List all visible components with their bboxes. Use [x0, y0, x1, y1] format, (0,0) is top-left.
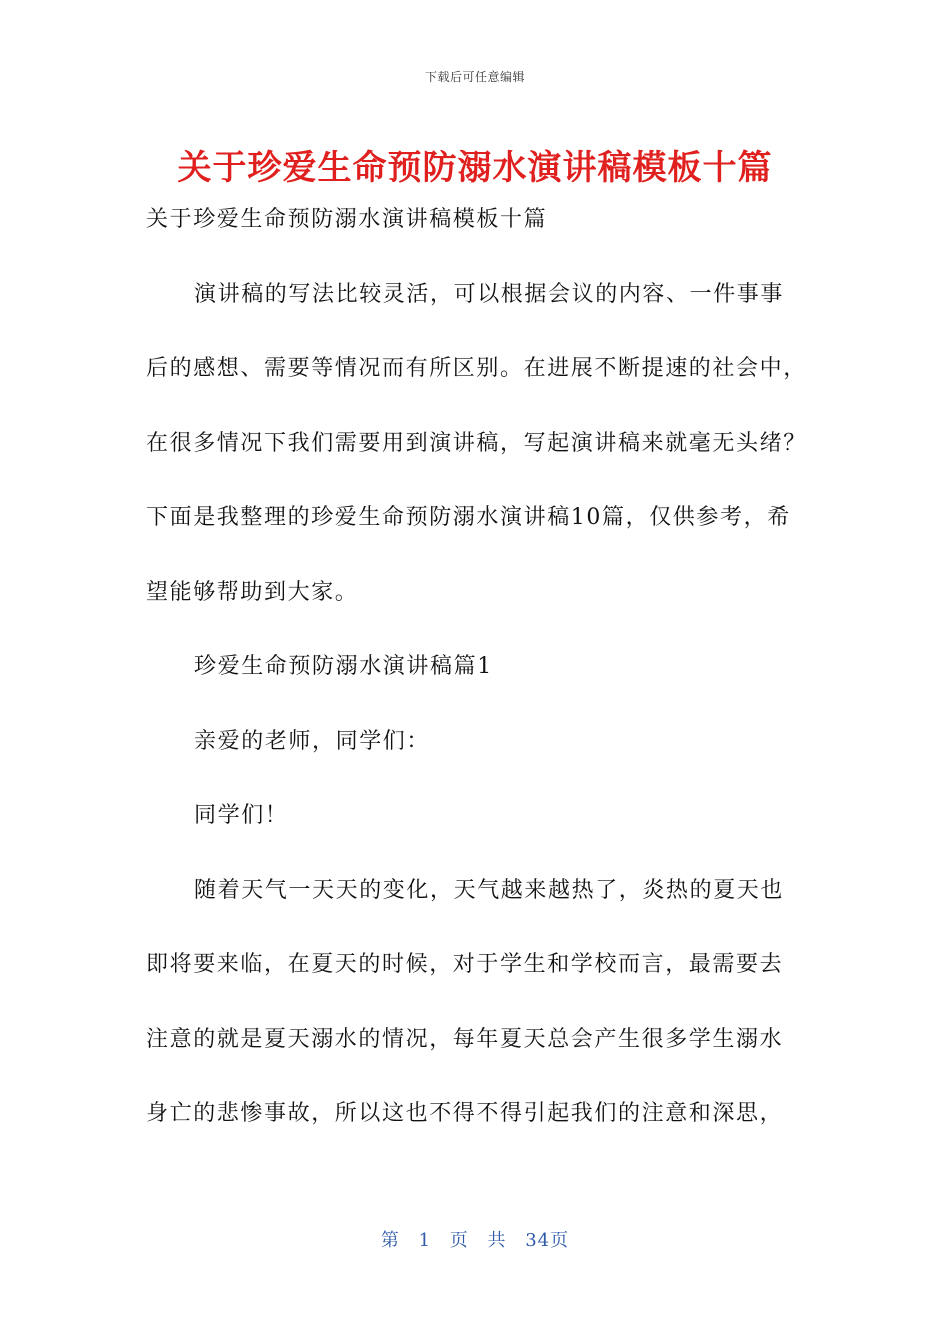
- greeting-line: 同学们！: [194, 803, 289, 828]
- paragraph-line: 注意的就是夏天溺水的情况，每年夏天总会产生很多学生溺水: [146, 1026, 784, 1052]
- footer-page-word: 页: [449, 1230, 469, 1251]
- document-title: 关于珍爱生命预防溺水演讲稿模板十篇: [177, 148, 773, 188]
- subtitle-line: 关于珍爱生命预防溺水演讲稿模板十篇: [146, 207, 548, 232]
- paragraph-line: 演讲稿的写法比较灵活，可以根据会议的内容、一件事事: [194, 281, 785, 307]
- paragraph-line: 即将要来临，在夏天的时候，对于学生和学校而言，最需要去: [146, 952, 784, 977]
- salutation-line: 亲爱的老师，同学们：: [194, 728, 431, 754]
- header-note: 下载后可任意编辑: [424, 70, 525, 84]
- paragraph-line: 后的感想、需要等情况而有所区别。在进展不断提速的社会中，: [146, 356, 807, 381]
- footer-total-label: 共: [487, 1230, 507, 1251]
- footer-prefix: 第: [380, 1230, 400, 1251]
- paragraph-line: 望能够帮助到大家。: [146, 579, 359, 605]
- paragraph-line: 在很多情况下我们需要用到演讲稿，写起演讲稿来就毫无头绪？: [146, 430, 807, 456]
- paragraph-line: 身亡的悲惨事故，所以这也不得不得引起我们的注意和深思，: [146, 1101, 784, 1126]
- document-body: [146, 200, 810, 1169]
- footer-current-page: 1: [418, 1230, 432, 1251]
- page-number-footer: [0, 1226, 950, 1252]
- section-heading: 珍爱生命预防溺水演讲稿篇1: [194, 654, 493, 679]
- paragraph-line: 下面是我整理的珍爱生命预防溺水演讲稿10篇，仅供参考，希: [146, 505, 791, 530]
- footer-total-pages: 34页: [525, 1230, 570, 1251]
- paragraph-line: 随着天气一天天的变化，天气越来越热了，炎热的夏天也: [194, 877, 785, 903]
